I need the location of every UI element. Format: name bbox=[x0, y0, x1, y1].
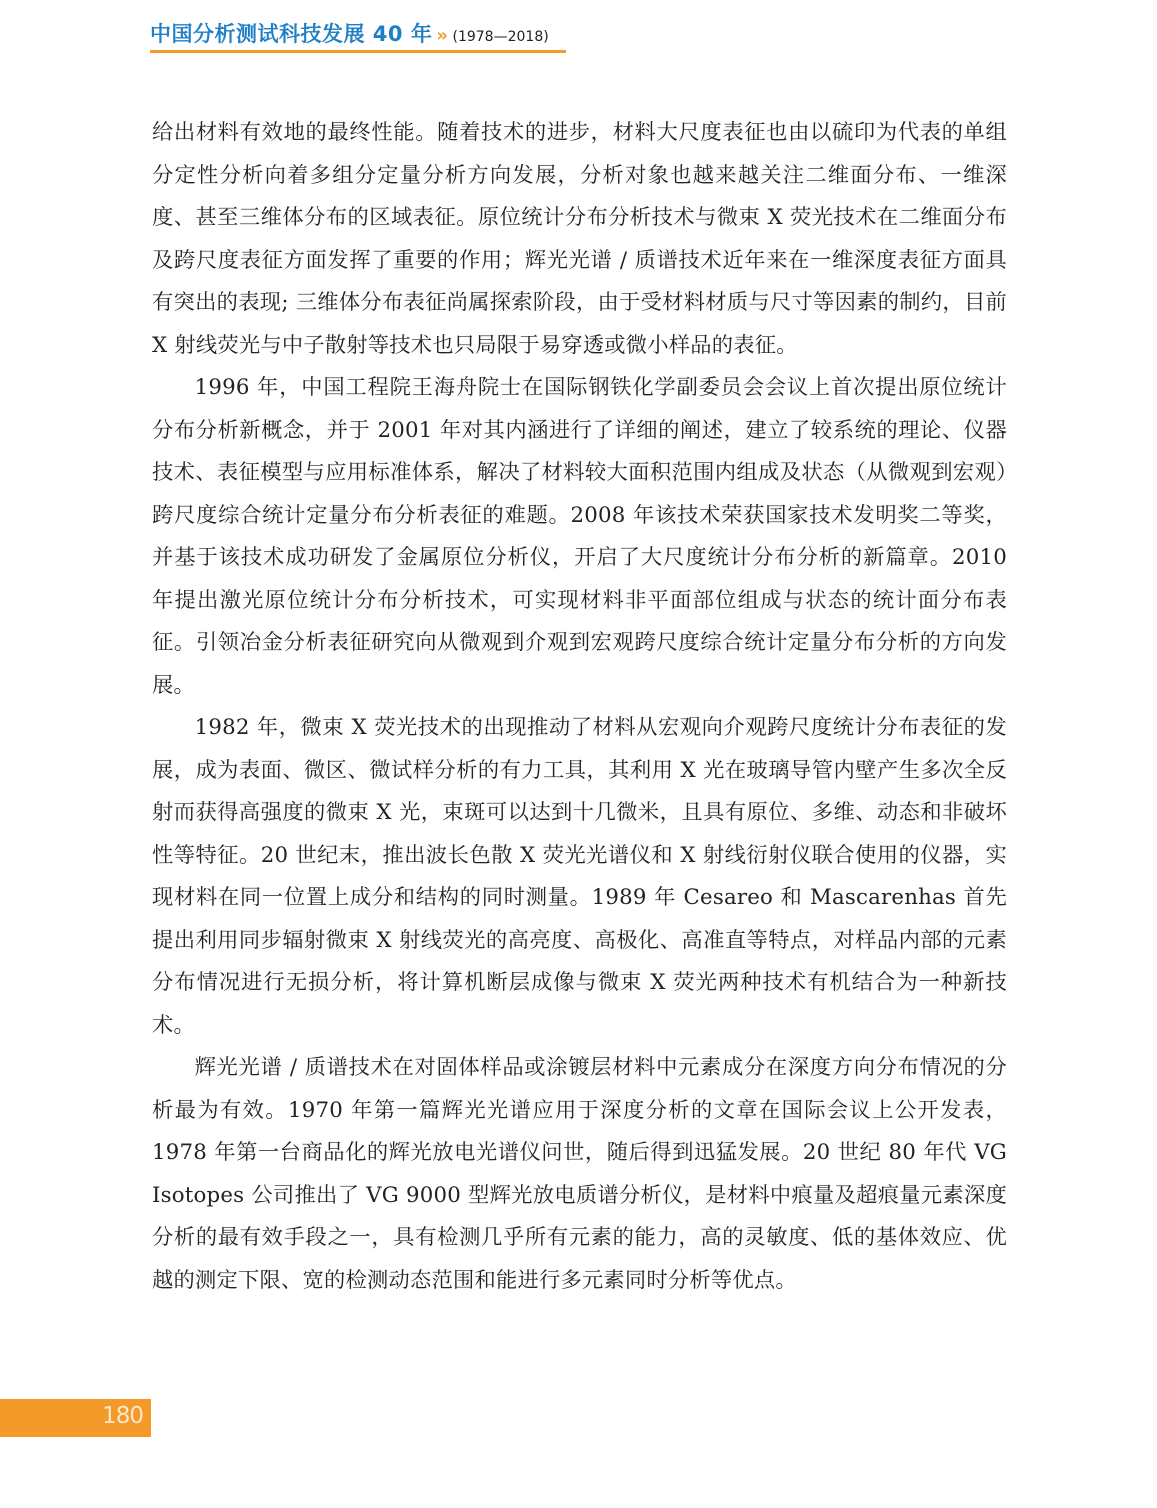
page-number-tab bbox=[0, 1399, 151, 1437]
paragraph-2: 1996 年，中国工程院王海舟院士在国际钢铁化学副委员会会议上首次提出原位统计分布分析新概念，并于 2001 年对其内涵进行了详细的阐述，建立了较系统的理论、仪器技术、表征模型与应用标准体系，解决了材料较大面积范围内组成及状态（从微观到宏观）跨尺度综合统计定量分布分析表征的难题。2008 年该技术荣获国家技术发明奖二等奖，并基于该技术成功研发了金属原位分析仪，开启了大尺度统计分布分析的新篇章。2010 年提出激光原位统计分布分析技术，可实现材料非平面部位组成与状态的统计面分布表征。引领冶金分析表征研究向从微观到介观到宏观跨尺度综合统计定量分布分析的方向发展。 bbox=[152, 375, 1007, 698]
book-title-text: 中国分析测试科技发展 40 年 bbox=[150, 22, 433, 46]
paragraph-3: 1982 年，微束 X 荧光技术的出现推动了材料从宏观向介观跨尺度统计分布表征的发展，成为表面、微区、微试样分析的有力工具，其利用 X 光在玻璃导管内壁产生多次全反射而获得高强度的微束 X 光，束斑可以达到十几微米，且具有原位、多维、动态和非破坏性等特征。20 世纪末，推出波长色散 X 荧光光谱仪和 X 射线衍射仪联合使用的仪器，实现材料在同一位置上成分和结构的同时测量。1989 年 Cesareo 和 Mascarenhas 首先提出利用同步辐射微束 X 射线荧光的高亮度、高极化、高准直等特点，对样品内部的元素分布情况进行无损分析，将计算机断层成像与微束 X 荧光两种技术有机结合为一种新技术。 bbox=[152, 715, 1007, 1038]
paragraph-4: 辉光光谱 / 质谱技术在对固体样品或涂镀层材料中元素成分在深度方向分布情况的分析最为有效。1970 年第一篇辉光光谱应用于深度分析的文章在国际会议上公开发表，1978 年第一台商品化的辉光放电光谱仪问世，随后得到迅猛发展。20 世纪 80 年代 VG Isotopes 公司推出了 VG 9000 型辉光放电质谱分析仪，是材料中痕量及超痕量元素深度分析的最有效手段之一，具有检测几乎所有元素的能力，高的灵敏度、低的基体效应、优越的测定下限、宽的检测动态范围和能进行多元素同时分析等优点。 bbox=[152, 1055, 1007, 1293]
header-rule bbox=[150, 50, 566, 53]
running-header bbox=[150, 16, 570, 52]
paragraph-1: 给出材料有效地的最终性能。随着技术的进步，材料大尺度表征也由以硫印为代表的单组分定性分析向着多组分定量分析方向发展，分析对象也越来越关注二维面分布、一维深度、甚至三维体分布的区域表征。原位统计分布分析技术与微束 X 荧光技术在二维面分布及跨尺度表征方面发挥了重要的作用；辉光光谱 / 质谱技术近年来在一维深度表征方面具有突出的表现; 三维体分布表征尚属探索阶段，由于受材料材质与尺寸等因素的制约，目前 X 射线荧光与中子散射等技术也只局限于易穿透或微小样品的表征。 bbox=[152, 120, 1007, 358]
page-number: 180 bbox=[102, 1403, 143, 1429]
book-title bbox=[150, 18, 549, 48]
body-text bbox=[152, 112, 1007, 1302]
book-years: (1978—2018) bbox=[452, 29, 549, 45]
double-chevron-right-icon: » bbox=[436, 25, 449, 46]
